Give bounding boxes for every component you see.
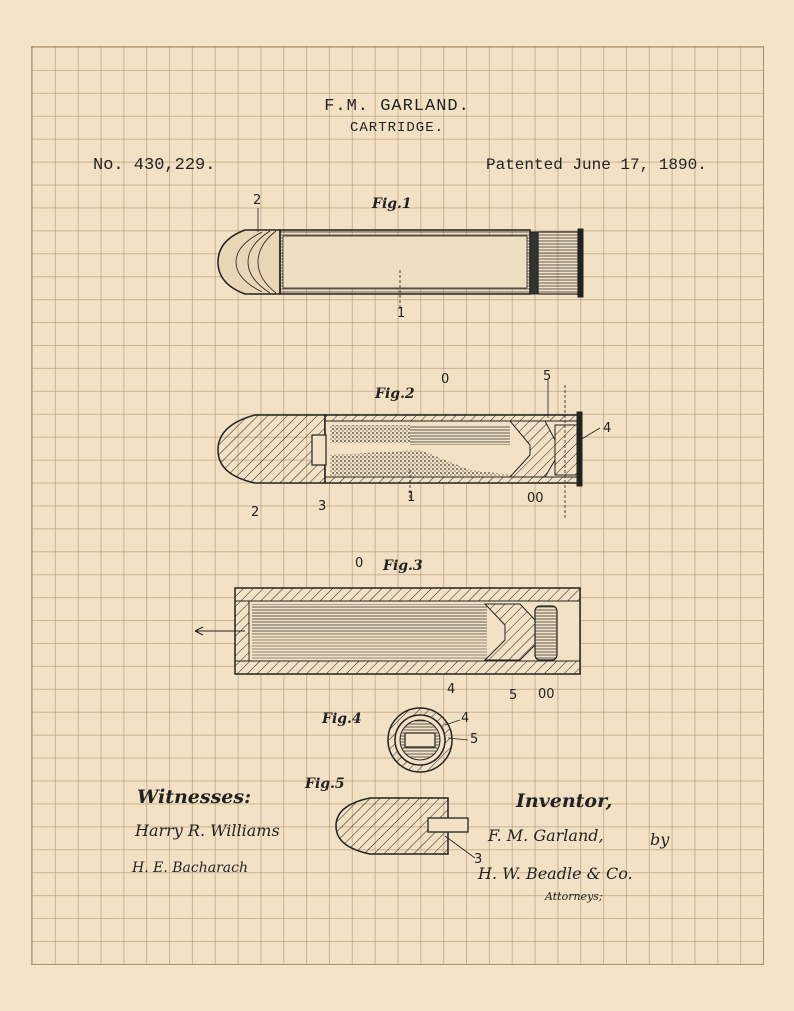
fig1-cartridge-drawing — [218, 208, 583, 310]
fig3-ref-00: 00 — [538, 687, 555, 702]
witness-signature-1: Harry R. Williams — [135, 821, 280, 840]
fig3-ref-5: 5 — [509, 688, 518, 703]
witness-signature-2: H. E. Bacharach — [132, 860, 248, 876]
attorneys-label: Attorneys; — [545, 890, 603, 903]
fig5-label: Fig.5 — [305, 776, 345, 792]
fig4-label: Fig.4 — [322, 711, 362, 727]
fig2-ref-1: 1 — [407, 490, 416, 505]
fig5-ref-3: 3 — [474, 852, 483, 867]
inventor-signature: F. M. Garland, — [488, 826, 604, 845]
fig4-head-end-view-drawing — [388, 708, 468, 772]
attorney-signature: H. W. Beadle & Co. — [478, 864, 633, 883]
fig2-ref-0: 0 — [441, 372, 450, 387]
patent-title: CARTRIDGE. — [349, 120, 444, 136]
fig1-ref-1: 1 — [397, 306, 406, 321]
fig3-label: Fig.3 — [383, 558, 423, 574]
fig4-ref-5: 5 — [470, 732, 479, 747]
by-label: by — [650, 830, 670, 849]
fig2-ref-5: 5 — [543, 369, 552, 384]
fig3-enlarged-section-drawing — [195, 588, 580, 674]
fig2-ref-4: 4 — [603, 421, 612, 436]
fig2-ref-2: 2 — [251, 505, 260, 520]
fig1-ref-2: 2 — [253, 193, 262, 208]
inventor-heading: Inventor, — [516, 790, 613, 812]
inventor-name: F.M. GARLAND. — [324, 97, 470, 116]
fig2-ref-3: 3 — [318, 499, 327, 514]
witnesses-heading: Witnesses: — [137, 786, 252, 808]
fig1-label: Fig.1 — [372, 196, 412, 212]
patent-number: No. 430,229. — [93, 156, 216, 175]
patent-date: Patented June 17, 1890. — [486, 156, 707, 174]
fig5-bullet-drawing — [336, 798, 475, 858]
fig2-ref-00: 00 — [527, 491, 544, 506]
fig2-label: Fig.2 — [375, 386, 415, 402]
fig3-ref-4: 4 — [447, 682, 456, 697]
fig4-ref-4: 4 — [461, 711, 470, 726]
fig3-ref-0: 0 — [355, 556, 364, 571]
